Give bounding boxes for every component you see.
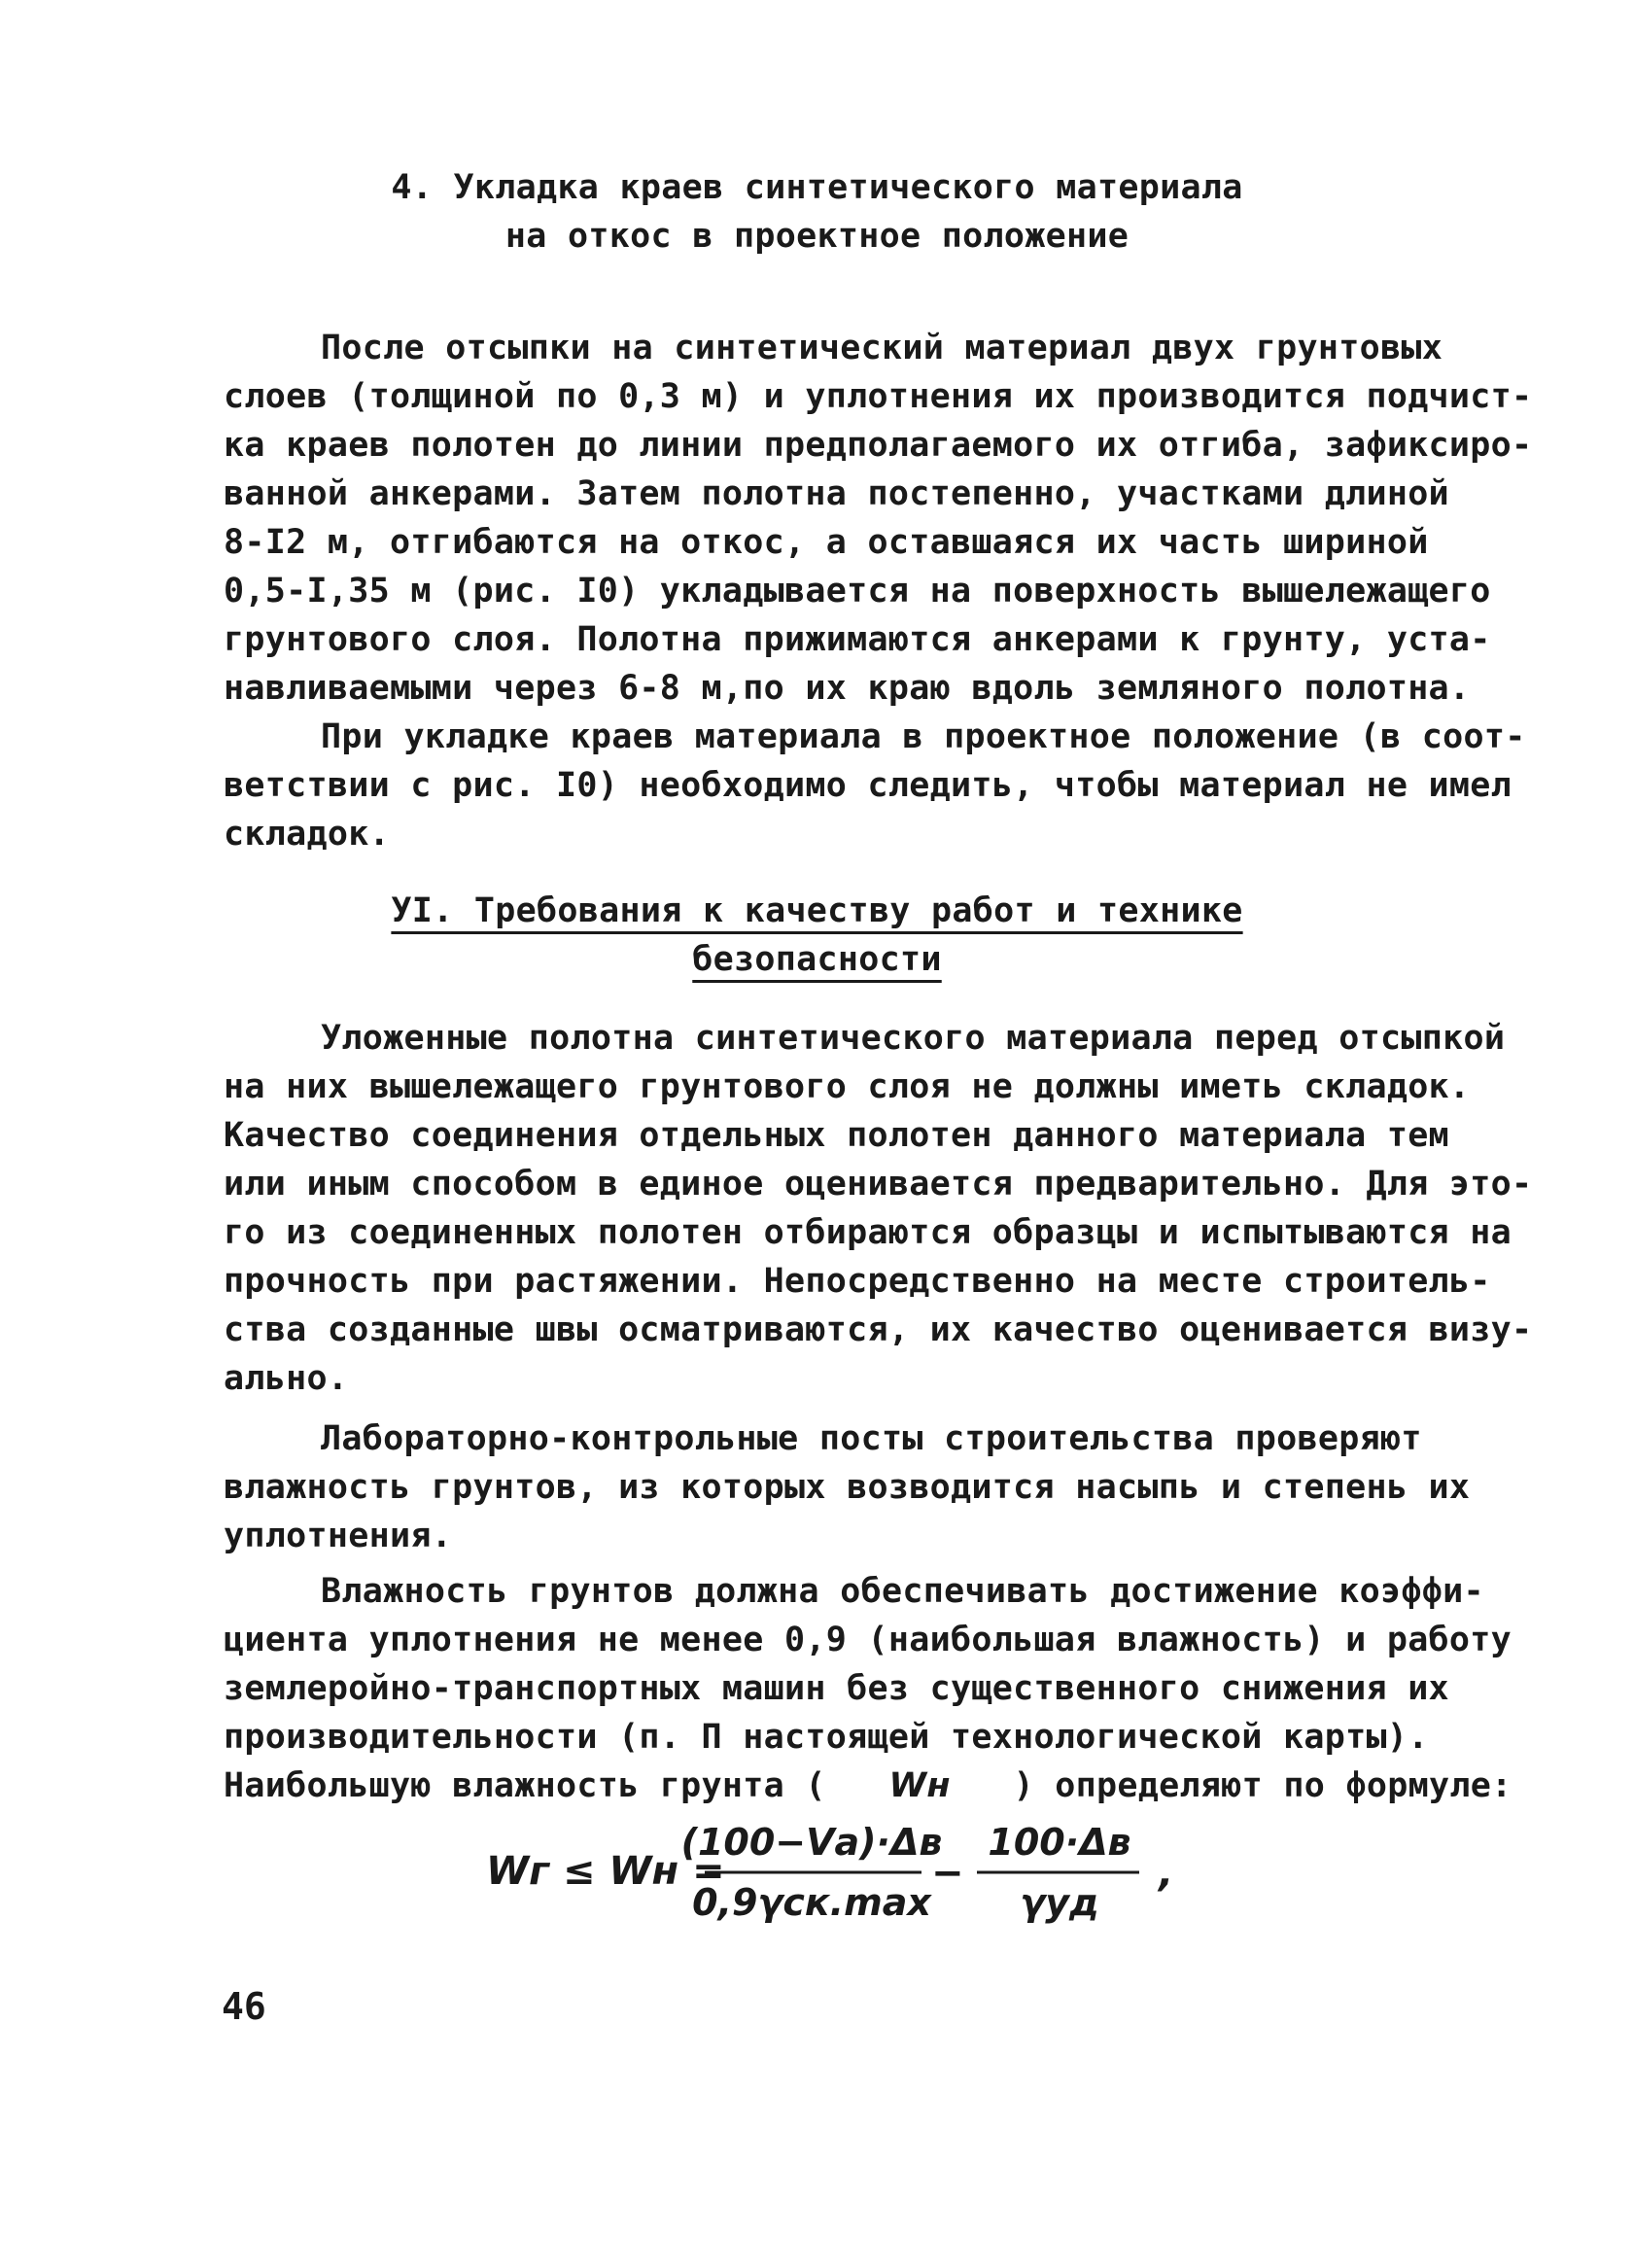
text-line: После отсыпки на синтетический материал двух грунтовых xyxy=(321,329,1443,367)
formula-lhs: Wг ≤ Wн = xyxy=(486,1849,725,1894)
text-line: производительности (п. П настоящей технологической карты). xyxy=(224,1718,1429,1757)
text-line: ванной анкерами. Затем полотна постепенно, участками длиной xyxy=(224,474,1449,513)
text-line: складок. xyxy=(224,815,390,854)
section-4-title-line-1: 4. Укладка краев синтетического материала xyxy=(391,168,1243,207)
formula-fraction-1-numerator: (100−Vа)·Δв xyxy=(680,1821,943,1864)
moisture-formula xyxy=(486,1808,1225,1944)
text-line: уплотнения. xyxy=(224,1517,453,1555)
section-6-title-line-2: безопасности xyxy=(692,940,942,979)
formula-trailing-comma: , xyxy=(1159,1851,1174,1896)
text-line: грунтового слоя. Полотна прижимаются анкерами к грунту, уста- xyxy=(224,620,1491,659)
moisture-symbol: Wн xyxy=(888,1766,951,1805)
text-after-symbol: ) определяют по формуле: xyxy=(1013,1766,1512,1805)
text-line: циента уплотнения не менее 0,9 (наибольшая влажность) и работу xyxy=(224,1621,1512,1659)
text-line: При укладке краев материала в проектное положение (в соот- xyxy=(321,717,1526,756)
text-before-symbol: Наибольшую влажность грунта ( xyxy=(224,1766,826,1805)
text-line: го из соединенных полотен отбираются образцы и испытываются на xyxy=(224,1213,1512,1252)
formula-fraction-2-numerator: 100·Δв xyxy=(988,1821,1131,1864)
text-line: Уложенные полотна синтетического материала перед отсыпкой xyxy=(321,1019,1506,1058)
text-line: 0,5-I,35 м (рис. I0) укладывается на поверхность вышележащего xyxy=(224,572,1491,611)
section-4-heading xyxy=(0,163,1634,261)
section-6-title-line-1: УI. Требования к качеству работ и технике xyxy=(391,891,1243,930)
formula-fraction-2-denominator: γуд xyxy=(1020,1881,1099,1924)
text-line: или иным способом в единое оценивается предварительно. Для это- xyxy=(224,1165,1533,1204)
text-line: ально. xyxy=(224,1359,349,1398)
text-line: 8-I2 м, отгибаются на откос, а оставшаяся их часть шириной xyxy=(224,523,1429,562)
text-line: Качество соединения отдельных полотен данного материала тем xyxy=(224,1116,1449,1155)
text-line: влажность грунтов, из которых возводится насыпь и степень их xyxy=(224,1468,1471,1507)
text-line: ка краев полотен до линии предполагаемого их отгиба, зафиксиро- xyxy=(224,426,1533,465)
formula-fraction-1-denominator: 0,9γск.max xyxy=(692,1881,931,1924)
text-line xyxy=(224,1766,1512,1805)
text-line: землеройно-транспортных машин без существенного снижения их xyxy=(224,1669,1449,1708)
text-line: слоев (толщиной по 0,3 м) и уплотнения их производится подчист- xyxy=(224,377,1533,416)
text-line: на них вышележащего грунтового слоя не должны иметь складок. xyxy=(224,1067,1471,1106)
text-line: ства созданные швы осматриваются, их качество оценивается визу- xyxy=(224,1310,1533,1349)
text-line: прочность при растяжении. Непосредственно на месте строитель- xyxy=(224,1262,1491,1301)
text-line: Лабораторно-контрольные посты строительства проверяют xyxy=(321,1419,1422,1458)
section-4-title-line-2: на откос в проектное положение xyxy=(504,217,1130,256)
page-number: 46 xyxy=(222,1985,266,2028)
text-line: ветствии с рис. I0) необходимо следить, чтобы материал не имел xyxy=(224,766,1512,805)
text-line: навливаемыми через 6-8 м,по их краю вдоль земляного полотна. xyxy=(224,669,1471,708)
formula-minus: − xyxy=(931,1851,964,1896)
text-line: Влажность грунтов должна обеспечивать достижение коэффи- xyxy=(321,1572,1484,1611)
section-6-heading xyxy=(0,887,1634,984)
